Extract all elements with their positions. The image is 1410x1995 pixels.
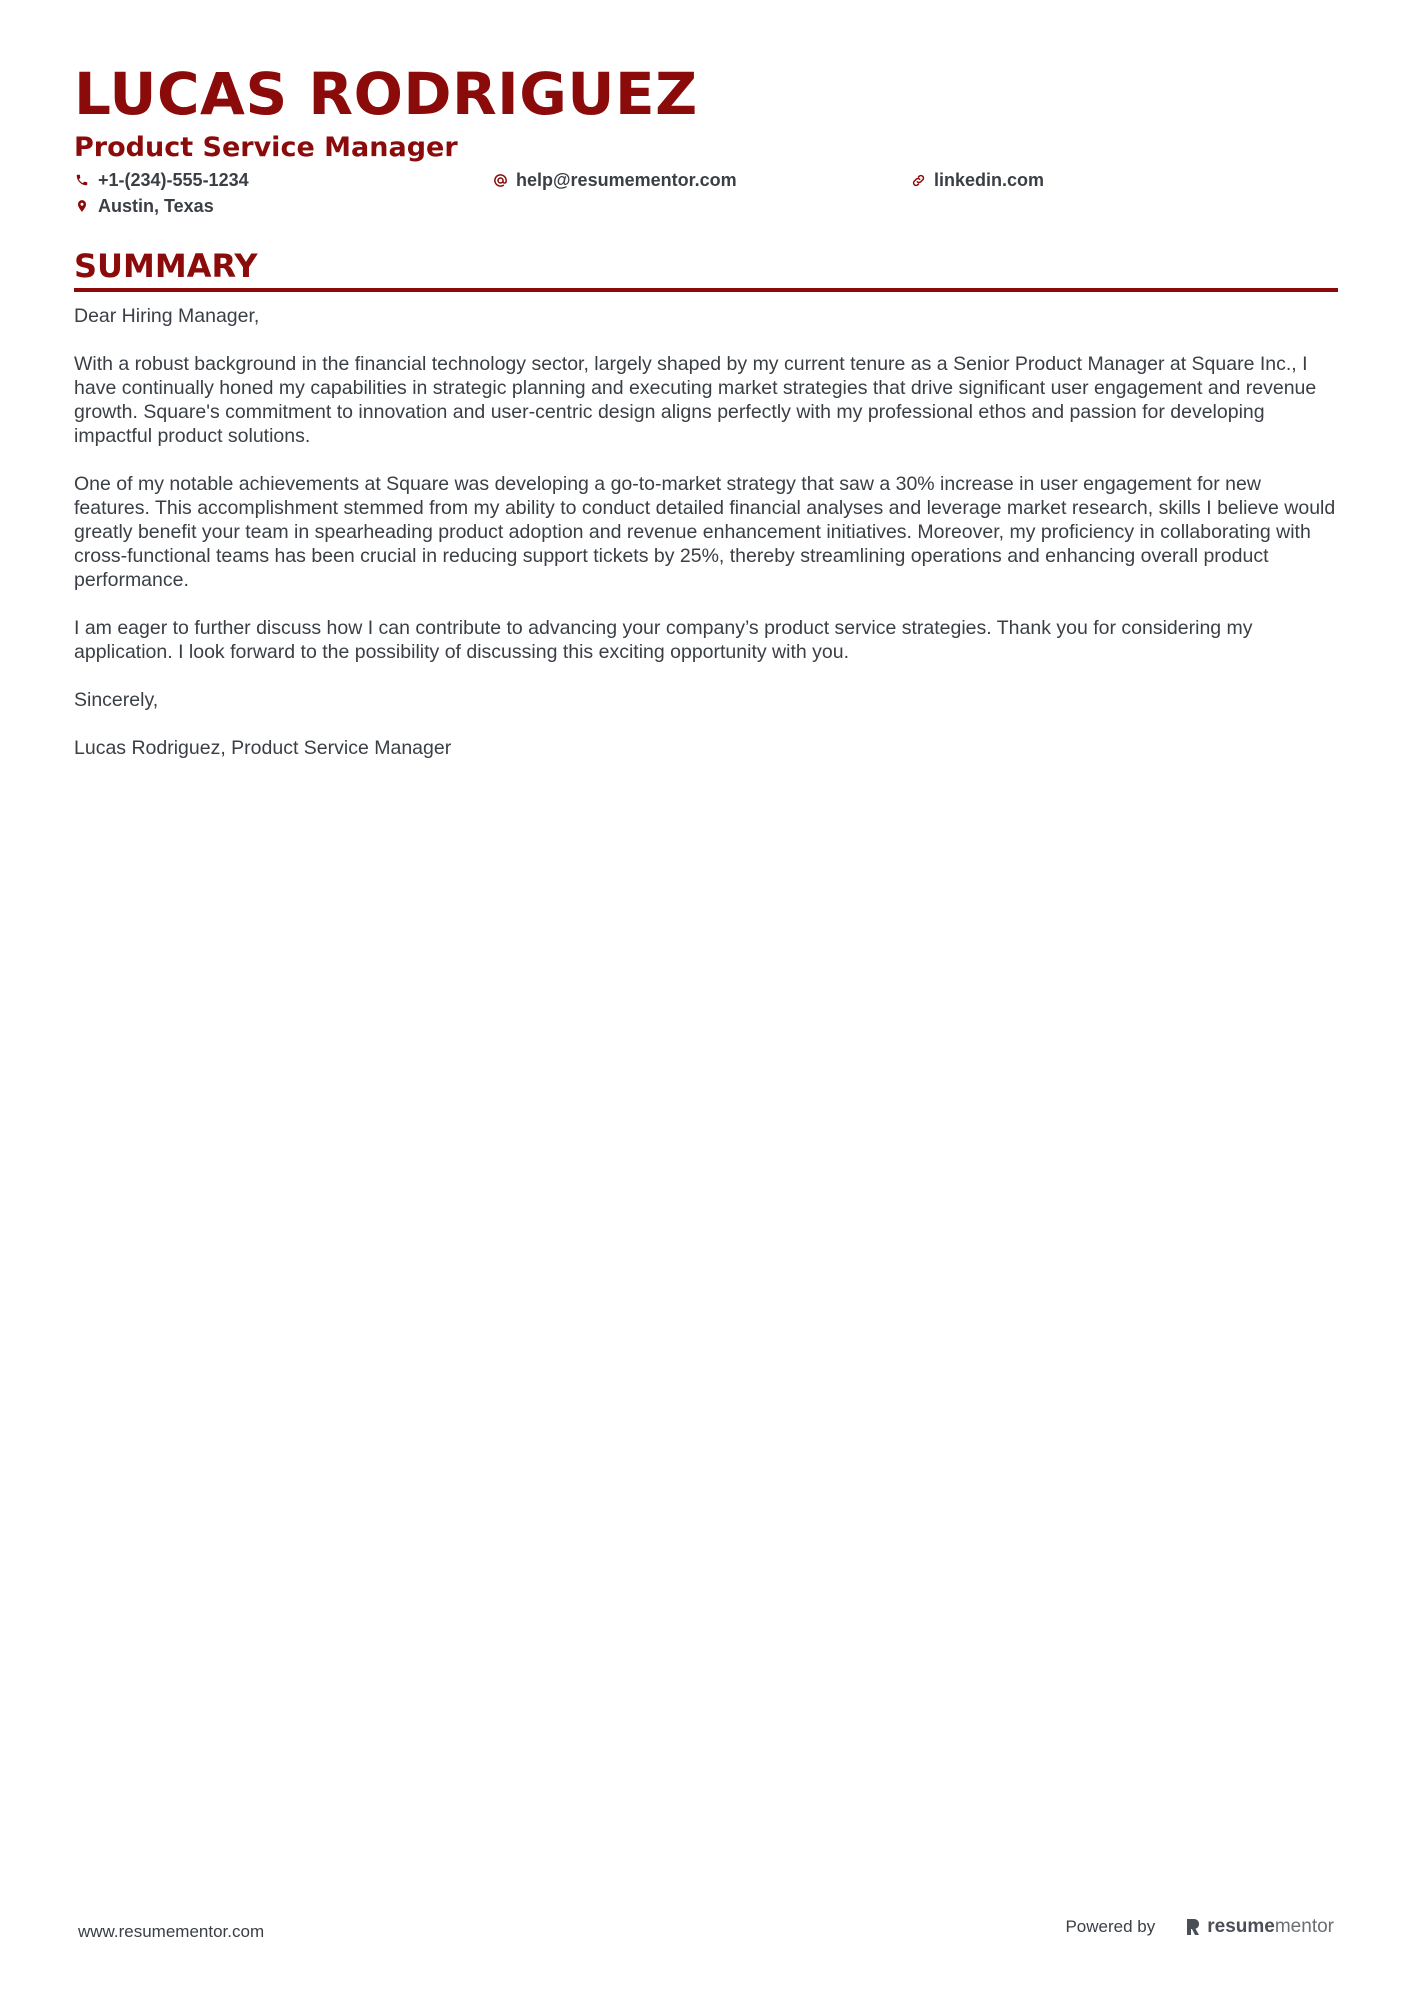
section-divider [74,288,1338,292]
brand-mark-icon [1185,1917,1201,1937]
closing: Sincerely, [74,689,159,711]
contact-location [74,196,492,216]
contact-linkedin[interactable] [910,170,1338,190]
brand-name-bold: resume [1207,1916,1275,1937]
map-pin-icon [74,198,90,214]
cover-letter [74,58,1338,784]
footer-branding [1065,1916,1334,1938]
footer-website[interactable]: www.resumementor.com [78,1922,265,1941]
paragraph-1: With a robust background in the financial technology sector, largely shaped by my current tenure as a Senior Product Manager at Square Inc., I have continually honed my capabilities in strategic planning and executing market strategies that drive significant user engagement and revenue growth. Square's commitment to innovation and user-centric design aligns perfectly with my professional ethos and passion for developing impactful product solutions. [74,353,1317,447]
signature: Lucas Rodriguez, Product Service Manager [74,737,452,759]
candidate-role: Product Service Manager [74,132,458,163]
brand-logo[interactable] [1185,1916,1334,1938]
contact-info [74,170,1338,216]
link-icon [910,172,926,188]
contact-email[interactable] [492,170,910,190]
greeting: Dear Hiring Manager, [74,305,260,327]
contact-phone [74,170,492,190]
phone-icon [74,172,90,188]
powered-by-label: Powered by [1065,1917,1156,1936]
paragraph-3: I am eager to further discuss how I can contribute to advancing your company’s product service strategies. Thank you for considering my application. I look forward to the possibility of discussing this exciting opportunity with you. [74,617,1253,663]
letter-body [74,304,1338,760]
paragraph-2: One of my notable achievements at Square was developing a go-to-market strategy that saw a 30% increase in user engagement for new features. This accomplishment stemmed from my ability to conduct detailed financial analyses and leverage market research, skills I believe would greatly benefit your team in spearheading product adoption and revenue enhancement initiatives. Moreover, my proficiency in collaborating with cross-functional teams has been crucial in reducing support tickets by 25%, thereby streamlining operations and enhancing overall product performance. [74,473,1336,591]
brand-name-light: mentor [1274,1916,1334,1937]
summary-heading: SUMMARY [74,247,258,285]
at-icon [492,172,508,188]
candidate-name: LUCAS RODRIGUEZ [74,60,698,128]
phone-text: +1-(234)-555-1234 [98,170,249,190]
location-text: Austin, Texas [98,196,214,216]
email-link[interactable]: help@resumementor.com [516,170,737,190]
linkedin-link[interactable]: linkedin.com [934,170,1045,190]
